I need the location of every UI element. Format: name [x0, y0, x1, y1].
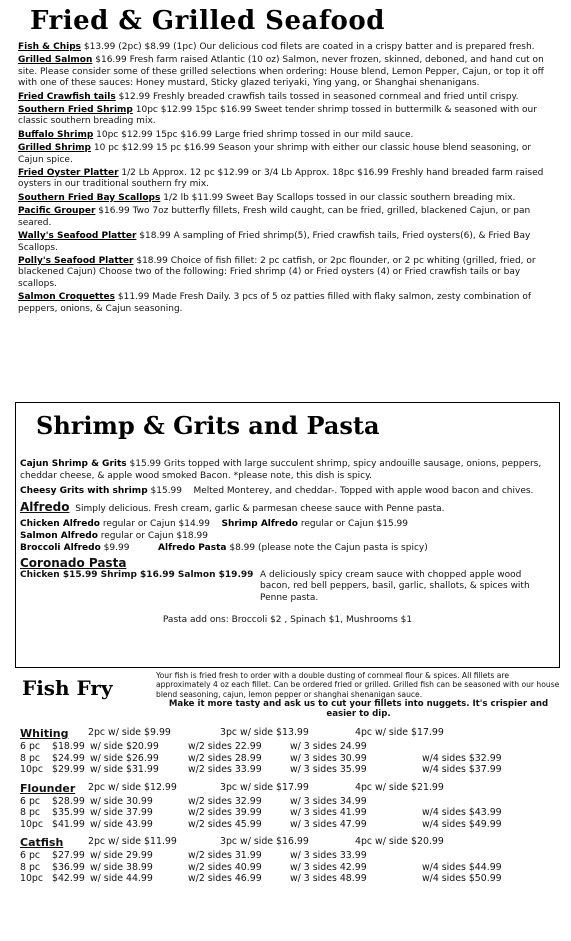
fish-price: $27.99	[52, 850, 85, 861]
item-desc: Freshly hand breaded farm raised oysters in our traditional southern fry mix.	[18, 168, 544, 190]
fish-1side: w/ side $20.99	[90, 741, 159, 752]
fish-2sides: w/2 sides 33.99	[188, 764, 262, 775]
item-price: $18.99	[139, 231, 171, 242]
menu-item	[20, 459, 555, 482]
fish-4sides: w/4 sides $50.99	[422, 873, 502, 884]
fish-qty: 6 pc	[20, 795, 41, 807]
item-desc: Two 7oz butterfly fillets, Fresh wild caught, can be fried, grilled, blackened Cajun, or pan seared.	[18, 206, 531, 228]
fish-price: $18.99	[52, 741, 85, 752]
fishfry-intro-text: Your fish is fried fresh to order with a double dusting of cornmeal flour & spices. All fillets are approximately 4 oz each fillet. Can be ordered fried or grilled. Grilled fish can be seasoned with our house blend seasoning, cajun, lemon pepper or shanghai shenanigan sauce.	[156, 671, 560, 699]
fish-2sides: w/2 sides 28.99	[188, 752, 262, 764]
menu-item	[18, 292, 558, 315]
item-price: $9.99	[103, 542, 130, 553]
item-price: regular or Cajun $14.99	[102, 519, 211, 530]
item-desc: Made Fresh Daily. 3 pcs of 5 oz patties filled with flaky salmon, zesty combination of peppers, onions, & Cajun seasoning.	[18, 292, 532, 314]
fish-2sides: w/2 sides 22.99	[188, 741, 262, 752]
fish-qty: 6 pc	[20, 850, 41, 861]
item-price: regular or Cajun $15.99	[300, 519, 409, 530]
item-name: Buffalo Shrimp	[18, 129, 94, 140]
item-name: Polly's Seafood Platter	[18, 255, 134, 266]
item-price: $13.99 (2pc) $8.99 (1pc)	[83, 42, 197, 52]
fried-section-title: Fried & Grilled Seafood	[30, 6, 385, 36]
fish-price: $41.99	[52, 818, 85, 830]
fish-group-header	[20, 836, 560, 850]
fish-head-2pc: 2pc w/ side $11.99	[88, 836, 177, 847]
menu-item	[20, 499, 555, 516]
item-price: 10pc $12.99 15pc $16.99	[135, 105, 252, 116]
fish-1side: w/ side 43.99	[90, 818, 153, 830]
item-price: $16.99	[98, 206, 130, 217]
item-name: Cajun Shrimp & Grits	[20, 459, 127, 469]
fish-head-4pc: 4pc w/ side $20.99	[355, 836, 444, 847]
fish-head-2pc: 2pc w/ side $9.99	[88, 727, 171, 738]
item-desc: Our delicious cod filets are coated in a crispy batter and is prepared fresh.	[199, 42, 535, 52]
fish-3sides: w/ 3 sides 33.99	[290, 850, 367, 861]
fish-head-4pc: 4pc w/ side $17.99	[355, 727, 444, 738]
fish-4sides: w/4 sides $37.99	[422, 764, 502, 775]
fish-name: Flounder	[20, 781, 76, 795]
item-name: Coronado Pasta	[20, 556, 127, 571]
menu-item	[18, 231, 558, 254]
fish-2sides: w/2 sides 39.99	[188, 807, 262, 818]
fish-head-4pc: 4pc w/ side $21.99	[355, 781, 444, 793]
fish-price: $24.99	[52, 752, 85, 764]
fish-qty: 10pc	[20, 873, 44, 884]
item-name: Alfredo	[20, 499, 70, 514]
menu-item	[18, 143, 558, 166]
fish-1side: w/ side 37.99	[90, 807, 153, 818]
menu-item	[18, 55, 558, 89]
fish-qty: 8 pc	[20, 807, 41, 818]
fish-price: $42.99	[52, 873, 85, 884]
item-price: $11.99	[117, 292, 150, 303]
item-price: regular or Cajun $18.99	[100, 530, 208, 541]
item-name: Southern Fried Bay Scallops	[18, 192, 161, 203]
coronado-block	[20, 558, 555, 604]
fish-2sides: w/2 sides 31.99	[188, 850, 262, 861]
fish-1side: w/ side 29.99	[90, 850, 153, 861]
coronado-desc: A deliciously spicy cream sauce with chopped apple wood bacon, red bell peppers, basil, garlic, shallots, & spices with Penne pasta.	[260, 569, 530, 603]
grits-menu-list	[20, 459, 555, 626]
fish-3sides: w/ 3 sides 35.99	[290, 764, 367, 775]
item-price: 10pc $12.99 15pc $16.99	[96, 129, 212, 140]
item-name: Salmon Alfredo	[20, 530, 98, 541]
fish-1side: w/ side $26.99	[90, 752, 159, 764]
item-desc: Grits topped with large succulent shrimp, spicy andouille sausage, onions, peppers, cheddar cheese, & apple wood smoked Bacon. *please note, this dish is spicy.	[20, 459, 542, 481]
fish-qty: 10pc	[20, 818, 44, 830]
coronado-options: Chicken $15.99 Shrimp $16.99 Salmon $19.99	[20, 569, 254, 580]
fish-price: $28.99	[52, 795, 85, 807]
menu-item	[20, 486, 555, 498]
fried-menu-list	[18, 42, 558, 317]
alfredo-line	[20, 531, 555, 543]
fish-3sides: w/ 3 sides 42.99	[290, 861, 367, 873]
item-name: Alfredo Pasta	[158, 542, 227, 553]
fishfry-intro	[156, 671, 561, 719]
menu-item	[18, 168, 558, 191]
item-price: 10 pc $12.99 15 pc $16.99	[93, 143, 216, 154]
fish-1side: w/ side 30.99	[90, 795, 153, 807]
fish-2sides: w/2 sides 46.99	[188, 873, 262, 884]
grits-section-title: Shrimp & Grits and Pasta	[36, 411, 380, 440]
menu-item	[18, 105, 558, 128]
coronado-row	[20, 570, 555, 605]
item-name: Fried Oyster Platter	[18, 168, 119, 179]
item-desc: Fresh farm raised Atlantic (10 oz) Salmon, never frozen, skinned, deboned, and hand cut on site. Please consider some of these grilled selections when ordering: House blend, Lemon Pepper, Cajun, or top it off with one of these sauces: Honey mustard, Sticky glazed teriyaki, Ying yang, or Shanghai shenanigans.	[18, 55, 544, 89]
menu-item	[18, 256, 558, 290]
item-name: Grilled Salmon	[18, 55, 93, 66]
fish-row	[20, 764, 560, 776]
menu-item	[18, 206, 558, 229]
item-name: Chicken Alfredo	[20, 519, 100, 530]
item-name: Fried Crawfish tails	[18, 91, 116, 102]
fish-4sides: w/4 sides $44.99	[422, 861, 502, 873]
item-desc: Sweet tender shrimp tossed in buttermilk & seasoned with our classic southern breading mix.	[18, 105, 537, 127]
fish-2sides: w/2 sides 45.99	[188, 818, 262, 830]
fish-3sides: w/ 3 sides 34.99	[290, 795, 367, 807]
item-price: $16.99	[95, 55, 127, 66]
item-price: $12.99	[118, 91, 151, 102]
item-desc: Choice of fish fillet: 2 pc catfish, or 2pc flounder, or 2 pc whiting (grilled, fried, or blackened Cajun) Choose two of the following: Fried shrimp (4) or Fried oysters (4) or Fried crawfish tails or bay scallops.	[18, 255, 536, 289]
item-name: Salmon Croquettes	[18, 292, 115, 303]
grits-pasta-box	[15, 402, 560, 668]
fish-qty: 6 pc	[20, 741, 41, 752]
fish-2sides: w/2 sides 40.99	[188, 861, 262, 873]
fish-1side: w/ side 38.99	[90, 861, 153, 873]
fish-4sides: w/4 sides $43.99	[422, 807, 502, 818]
alfredo-line	[20, 543, 555, 555]
item-desc: Simply delicious. Fresh cream, garlic & parmesan cheese sauce with Penne pasta.	[75, 503, 445, 514]
fishfry-table	[20, 727, 560, 885]
fish-head-3pc: 3pc w/ side $17.99	[220, 781, 309, 793]
alfredo-line	[20, 519, 555, 531]
fish-qty: 8 pc	[20, 861, 41, 873]
menu-item	[18, 193, 558, 204]
fish-3sides: w/ 3 sides 24.99	[290, 741, 367, 752]
item-desc: Sweet Bay Scallops tossed in our classic southern breading mix.	[226, 192, 516, 203]
item-price: $8.99 (please note the Cajun pasta is spicy)	[229, 542, 428, 553]
fish-row	[20, 819, 560, 831]
fish-3sides: w/ 3 sides 47.99	[290, 818, 367, 830]
fish-name: Whiting	[20, 727, 69, 740]
menu-item	[18, 130, 558, 141]
item-desc: A sampling of Fried shrimp(5), Fried crawfish tails, Fried oysters(6), & Fried Bay Scallops.	[18, 231, 531, 253]
fish-name: Catfish	[20, 836, 64, 849]
fish-2sides: w/2 sides 32.99	[188, 795, 262, 807]
fish-row	[20, 873, 560, 885]
item-price: 1/2 lb $11.99	[163, 192, 224, 203]
item-name: Cheesy Grits with shrimp	[20, 486, 148, 497]
fish-qty: 10pc	[20, 764, 44, 775]
fish-1side: w/ side $31.99	[90, 764, 159, 775]
item-desc: Large fried shrimp tossed in our mild sauce.	[214, 129, 414, 140]
item-name: Wally's Seafood Platter	[18, 231, 137, 242]
fish-row	[20, 741, 560, 753]
item-name: Pacific Grouper	[18, 206, 96, 217]
item-desc: Freshly breaded crawfish tails tossed in seasoned cornmeal and fried until crispy.	[152, 91, 519, 102]
fish-3sides: w/ 3 sides 30.99	[290, 752, 367, 764]
item-price: $18.99	[136, 255, 168, 266]
fishfry-section-title: Fish Fry	[22, 676, 113, 700]
fishfry-lead: Make it more tasty and ask us to cut your fillets into nuggets. It's crispier and easier to dip.	[168, 699, 549, 719]
fish-head-2pc: 2pc w/ side $12.99	[88, 781, 177, 793]
item-price: $15.99	[129, 459, 162, 469]
fish-group-header	[20, 727, 560, 741]
item-name: Southern Fried Shrimp	[18, 105, 133, 116]
fish-price: $35.99	[52, 807, 85, 818]
fish-row	[20, 807, 560, 819]
fish-qty: 8 pc	[20, 752, 41, 764]
item-desc: Melted Monterey, and cheddar-. Topped with apple wood bacon and chives.	[193, 486, 534, 497]
fish-head-3pc: 3pc w/ side $16.99	[220, 836, 309, 847]
fish-4sides: w/4 sides $32.99	[422, 752, 502, 764]
menu-item	[18, 42, 558, 53]
fish-1side: w/ side 44.99	[90, 873, 153, 884]
fish-price: $36.99	[52, 861, 85, 873]
item-name: Fish & Chips	[18, 42, 82, 52]
fish-group-header	[20, 782, 560, 796]
item-desc: Season your shrimp with either our classic house blend seasoning, or Cajun spice.	[18, 143, 532, 165]
item-name: Grilled Shrimp	[18, 143, 91, 154]
fish-4sides: w/4 sides $49.99	[422, 818, 502, 830]
fish-price: $29.99	[52, 764, 85, 775]
pasta-addons: Pasta add ons: Broccoli $2 , Spinach $1, Mushrooms $1	[162, 614, 413, 625]
item-price: $15.99	[150, 486, 183, 497]
item-price: 1/2 Lb Approx. 12 pc $12.99 or 3/4 Lb Approx. 18pc $16.99	[121, 168, 389, 179]
fish-row	[20, 753, 560, 765]
fish-3sides: w/ 3 sides 41.99	[290, 807, 367, 818]
item-name: Shrimp Alfredo	[221, 519, 298, 530]
menu-item	[18, 92, 558, 103]
fish-head-3pc: 3pc w/ side $13.99	[220, 727, 309, 738]
item-name: Broccoli Alfredo	[20, 542, 101, 553]
fish-3sides: w/ 3 sides 48.99	[290, 873, 367, 884]
fish-row	[20, 796, 560, 808]
fish-row	[20, 850, 560, 862]
fish-row	[20, 862, 560, 874]
